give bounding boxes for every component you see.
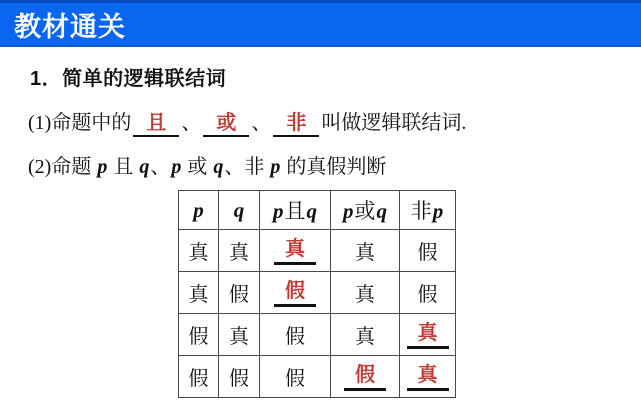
truth-cell: 假: [219, 272, 260, 314]
truth-cell: 真: [179, 230, 219, 272]
banner-title: 教材通关: [14, 11, 126, 42]
statement-2-text: 的真假判断: [281, 156, 387, 178]
variable-p: p: [270, 156, 281, 178]
truth-cell: 假: [260, 356, 331, 398]
fill-answer-2: 或: [216, 112, 237, 134]
fill-blank-3: [273, 112, 319, 137]
variable-q: q: [306, 199, 317, 223]
col-header-p-or-q: [331, 191, 400, 230]
truth-table-header-row: [179, 191, 456, 230]
fill-answer-3: 非: [286, 112, 307, 134]
statement-2-text: 且: [108, 156, 139, 178]
statement-2-text: (2)命题: [28, 156, 97, 178]
not-connective: 非: [410, 199, 432, 223]
truth-table-row: [179, 230, 456, 272]
truth-table-row: [179, 356, 456, 398]
truth-cell: 假: [179, 356, 219, 398]
statement-2-text: 或: [182, 156, 213, 178]
variable-q: q: [139, 156, 150, 178]
variable-p: p: [343, 199, 354, 223]
variable-q: q: [213, 156, 224, 178]
statement-1: [28, 106, 466, 137]
answer-cell: 假: [260, 272, 331, 314]
or-connective: 或: [354, 199, 376, 223]
answer-cell: 真: [260, 230, 331, 272]
col-header-q: [219, 191, 260, 230]
variable-p: p: [97, 156, 108, 178]
variable-p: p: [171, 156, 182, 178]
answer-cell: 真: [400, 314, 456, 356]
truth-table-row: [179, 272, 456, 314]
truth-cell: 真: [331, 272, 400, 314]
truth-cell: 真: [331, 314, 400, 356]
variable-q: q: [233, 197, 245, 222]
statement-2-text: 、: [150, 156, 171, 178]
truth-cell: 真: [219, 314, 260, 356]
col-header-p-and-q: [260, 191, 331, 230]
separator-1: 、: [181, 112, 202, 134]
statement-1-suffix: 叫做逻辑联结词.: [321, 112, 467, 134]
variable-p: p: [273, 199, 284, 223]
statement-2-text: 、非: [224, 156, 270, 178]
truth-cell: 假: [219, 356, 260, 398]
section-heading: 1．简单的逻辑联结词: [30, 68, 227, 90]
truth-cell: 真: [179, 272, 219, 314]
answer-cell: 真: [400, 356, 456, 398]
truth-cell: 真: [331, 230, 400, 272]
fill-blank-1: [133, 112, 179, 137]
statement-1-prefix: (1)命题中的: [28, 112, 132, 134]
fill-blank-2: [203, 112, 249, 137]
truth-cell: 假: [179, 314, 219, 356]
fill-answer-1: 且: [146, 112, 167, 134]
variable-p: p: [432, 199, 444, 223]
col-header-not-p: [400, 191, 456, 230]
truth-cell: 真: [219, 230, 260, 272]
statement-2: [28, 150, 386, 179]
variable-q: q: [376, 199, 387, 223]
truth-cell: 假: [400, 272, 456, 314]
truth-table: [178, 190, 456, 398]
truth-cell: 假: [260, 314, 331, 356]
answer-cell: 假: [331, 356, 400, 398]
variable-p: p: [193, 197, 204, 222]
banner: [0, 0, 641, 47]
and-connective: 且: [284, 199, 306, 223]
col-header-p: [179, 191, 219, 230]
truth-table-row: [179, 314, 456, 356]
truth-cell: 假: [400, 230, 456, 272]
separator-2: 、: [251, 112, 272, 134]
